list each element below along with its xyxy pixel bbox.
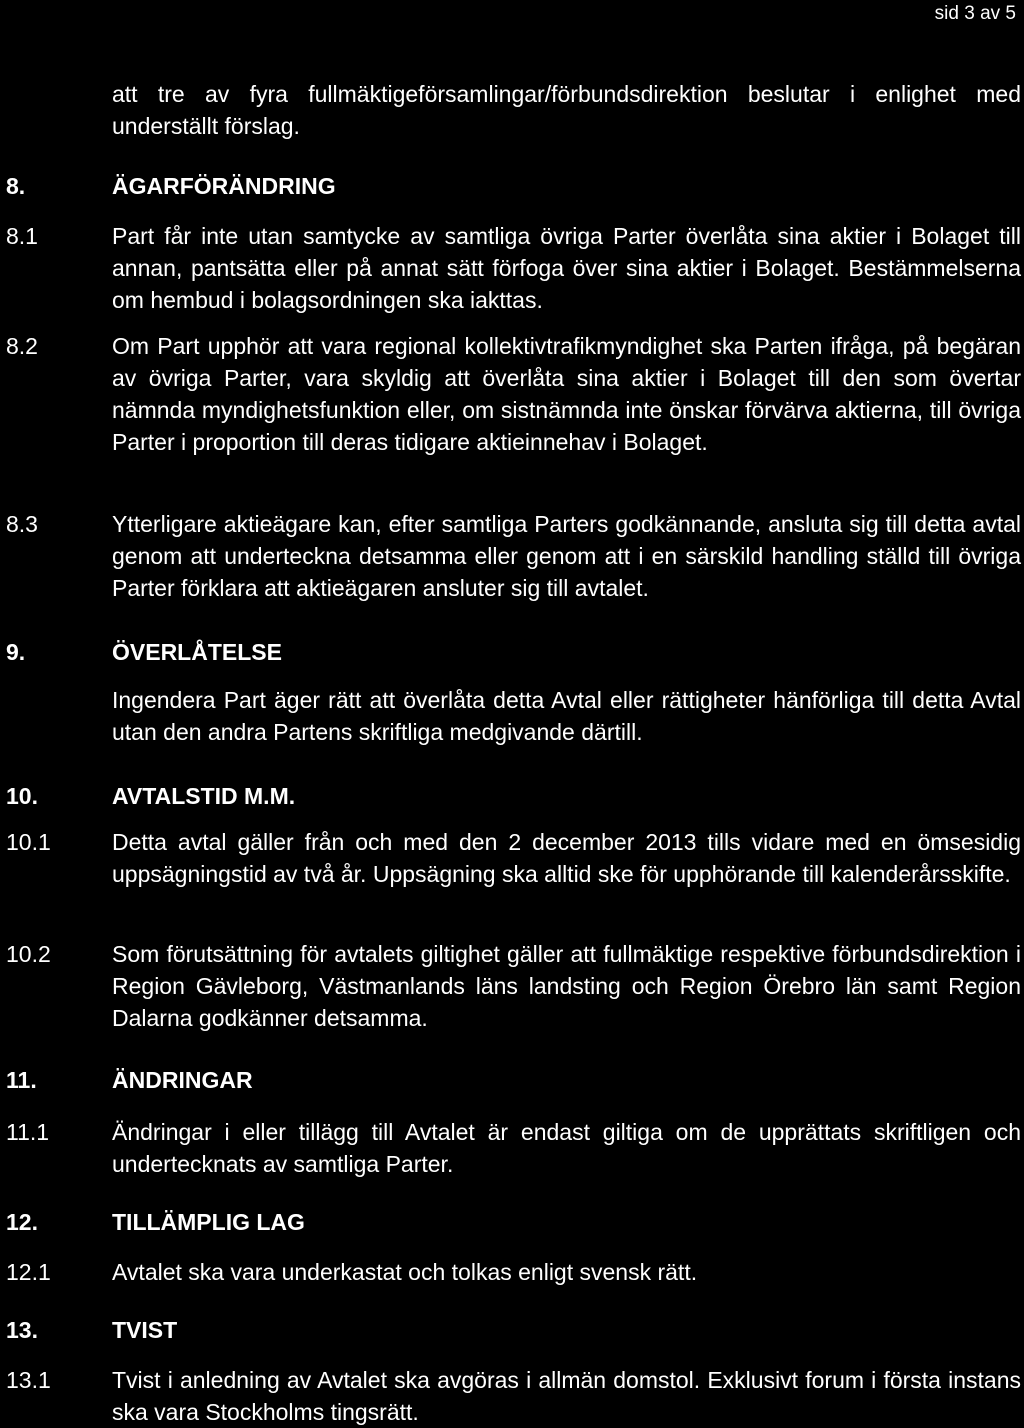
section-title: ÖVERLÅTELSE: [112, 639, 282, 665]
clause-number: 12.1: [6, 1259, 51, 1285]
clause-text: Ändringar i eller tillägg till Avtalet är endast giltiga om de upprättats skriftligen och undertecknats av samtliga Parter.: [112, 1119, 1021, 1177]
clause-text: Part får inte utan samtycke av samtliga övriga Parter överlåta sina aktier i Bolaget till annan, pantsätta eller på annat sätt förfoga över sina aktier i Bolaget. Bestämmelserna om hembud i bolagsordningen ska iakttas.: [112, 223, 1021, 313]
clause-text: Om Part upphör att vara regional kollektivtrafikmyndighet ska Parten ifråga, på begäran av övriga Parter, vara skyldig att överlåta sina aktier i Bolaget till den som övertar nämnda myndighetsfunktion eller, om sistnämnda inte önskar förvärva aktierna, till övriga Parter i proportion till deras tidigare aktieinnehav i Bolaget.: [112, 333, 1021, 455]
section-number: 8.: [6, 173, 26, 199]
clause-number: 11.1: [6, 1119, 50, 1145]
section-title: TVIST: [112, 1317, 178, 1343]
clause-text: Avtalet ska vara underkastat och tolkas enligt svensk rätt.: [112, 1259, 698, 1285]
section-number: 10.: [6, 783, 38, 809]
section-title: ÄGARFÖRÄNDRING: [112, 173, 336, 199]
section-title: AVTALSTID M.M.: [112, 783, 296, 809]
clause-number: 13.1: [6, 1367, 51, 1393]
clause-number: 8.3: [6, 511, 38, 537]
clause-text: Tvist i anledning av Avtalet ska avgöras i allmän domstol. Exklusivt forum i första instans ska vara Stockholms tingsrätt.: [112, 1367, 1021, 1425]
clause-text: Som förutsättning för avtalets giltighet gäller att fullmäktige respektive förbundsdirektion i Region Gävleborg, Västmanlands läns landsting och Region Örebro län samt Region Dalarna godkänner detsamma.: [112, 941, 1021, 1031]
section-number: 9.: [6, 639, 26, 665]
clause-text: Detta avtal gäller från och med den 2 december 2013 tills vidare med en ömsesidig uppsägningstid av två år. Uppsägning ska alltid ske för upphörande till kalenderårsskifte.: [112, 829, 1021, 887]
clause-number: 10.1: [6, 829, 51, 855]
clause-text: Ingendera Part äger rätt att överlåta detta Avtal eller rättigheter hänförliga till detta Avtal utan den andra Partens skriftliga medgivande därtill.: [112, 687, 1021, 745]
clause-number: 10.2: [6, 941, 51, 967]
page-number: sid 3 av 5: [934, 3, 1016, 24]
section-title: ÄNDRINGAR: [112, 1067, 253, 1093]
section-number: 12.: [6, 1209, 38, 1235]
clause-text: Ytterligare aktieägare kan, efter samtliga Parters godkännande, ansluta sig till detta avtal genom att underteckna detsamma eller genom att i en särskild handling ställd till övriga Parter förklara att aktieägaren ansluter sig till avtalet.: [112, 511, 1021, 601]
section-title: TILLÄMPLIG LAG: [112, 1209, 305, 1235]
clause-number: 8.2: [6, 333, 38, 359]
section-number: 11.: [6, 1067, 37, 1093]
section-number: 13.: [6, 1317, 38, 1343]
intro-text: att tre av fyra fullmäktigeförsamlingar/förbundsdirektion beslutar i enlighet med underställt förslag.: [112, 81, 1021, 139]
clause-number: 8.1: [6, 223, 38, 249]
